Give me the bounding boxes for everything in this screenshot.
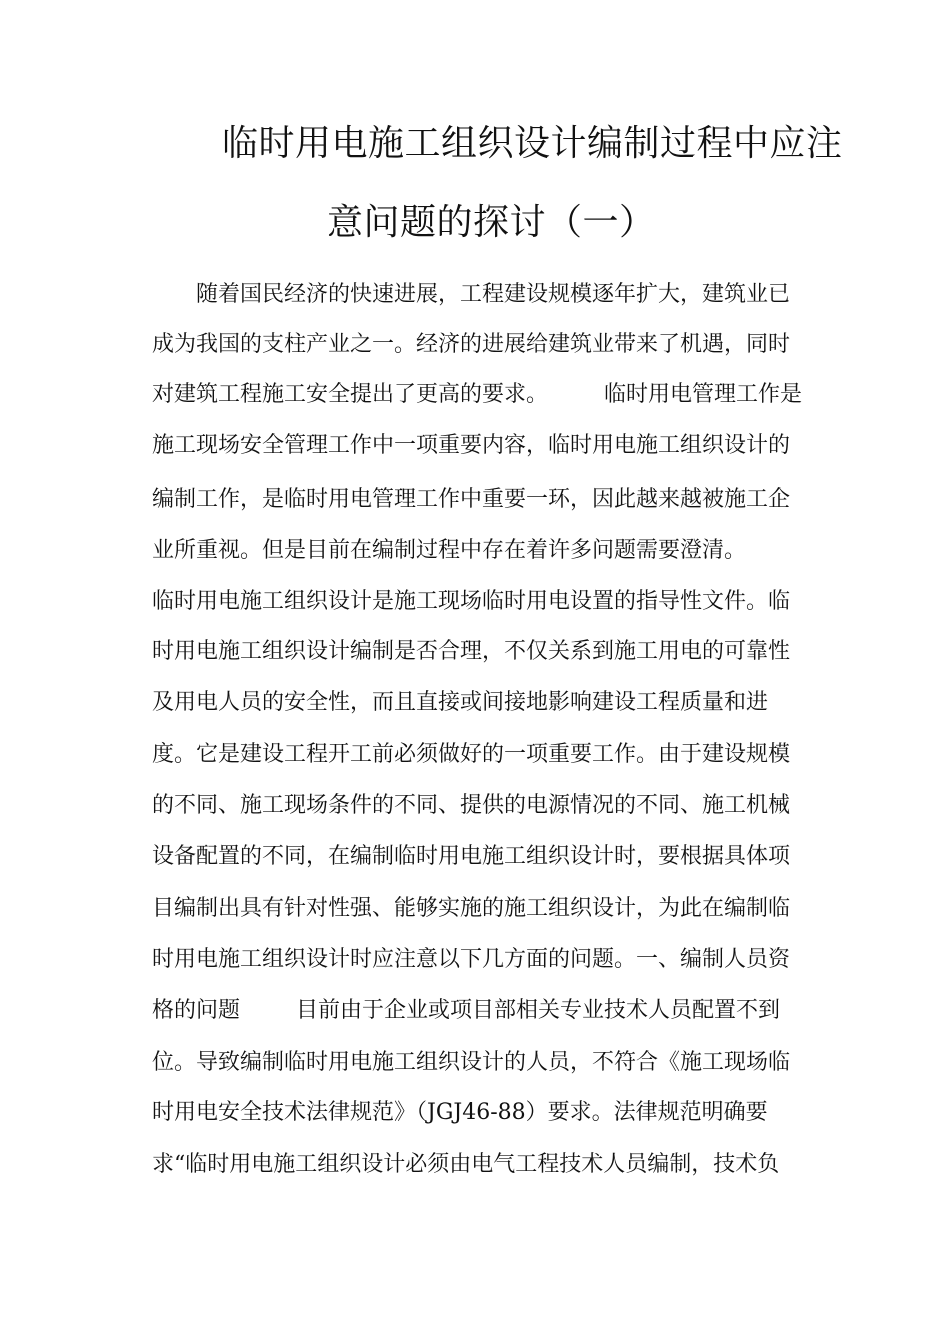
body-line-5: 编制工作，是临时用电管理工作中重要一环，因此越来越被施工企 [152, 487, 791, 512]
document-title-line-2: 意问题的探讨（一） [327, 202, 656, 243]
body-line-13: 目编制出具有针对性强、能够实施的施工组织设计，为此在编制临 [152, 896, 791, 921]
body-line-2: 成为我国的支柱产业之一。经济的进展给建筑业带来了机遇，同时 [152, 332, 791, 357]
body-line-7: 临时用电施工组织设计是施工现场临时用电设置的指导性文件。临 [152, 589, 791, 614]
body-line-1: 随着国民经济的快速进展，工程建设规模逐年扩大，建筑业已 [196, 282, 791, 307]
body-line-17: 时用电安全技术法律规范》（JGJ46-88）要求。法律规范明确要 [152, 1100, 768, 1125]
body-line-18: 求“临时用电施工组织设计必须由电气工程技术人员编制，技术负 [152, 1152, 780, 1177]
body-line-16: 位。导致编制临时用电施工组织设计的人员，不符合《施工现场临 [152, 1050, 791, 1075]
body-line-4: 施工现场安全管理工作中一项重要内容，临时用电施工组织设计的 [152, 433, 791, 458]
body-line-10: 度。它是建设工程开工前必须做好的一项重要工作。由于建设规模 [152, 742, 791, 767]
document-title-line-1: 临时用电施工组织设计编制过程中应注 [222, 123, 843, 164]
body-line-3: 对建筑工程施工安全提出了更高的要求。 临时用电管理工作是 [152, 382, 802, 407]
body-line-14: 时用电施工组织设计时应注意以下几方面的问题。一、编制人员资 [152, 947, 791, 972]
body-line-8: 时用电施工组织设计编制是否合理，不仅关系到施工用电的可靠性 [152, 639, 791, 664]
body-line-6: 业所重视。但是目前在编制过程中存在着许多问题需要澄清。 [152, 538, 747, 563]
body-line-15: 格的问题 目前由于企业或项目部相关专业技术人员配置不到 [152, 998, 780, 1023]
body-line-9: 及用电人员的安全性，而且直接或间接地影响建设工程质量和进 [152, 690, 769, 715]
body-line-12: 设备配置的不同，在编制临时用电施工组织设计时，要根据具体项 [152, 844, 791, 869]
body-line-11: 的不同、施工现场条件的不同、提供的电源情况的不同、施工机械 [152, 793, 791, 818]
